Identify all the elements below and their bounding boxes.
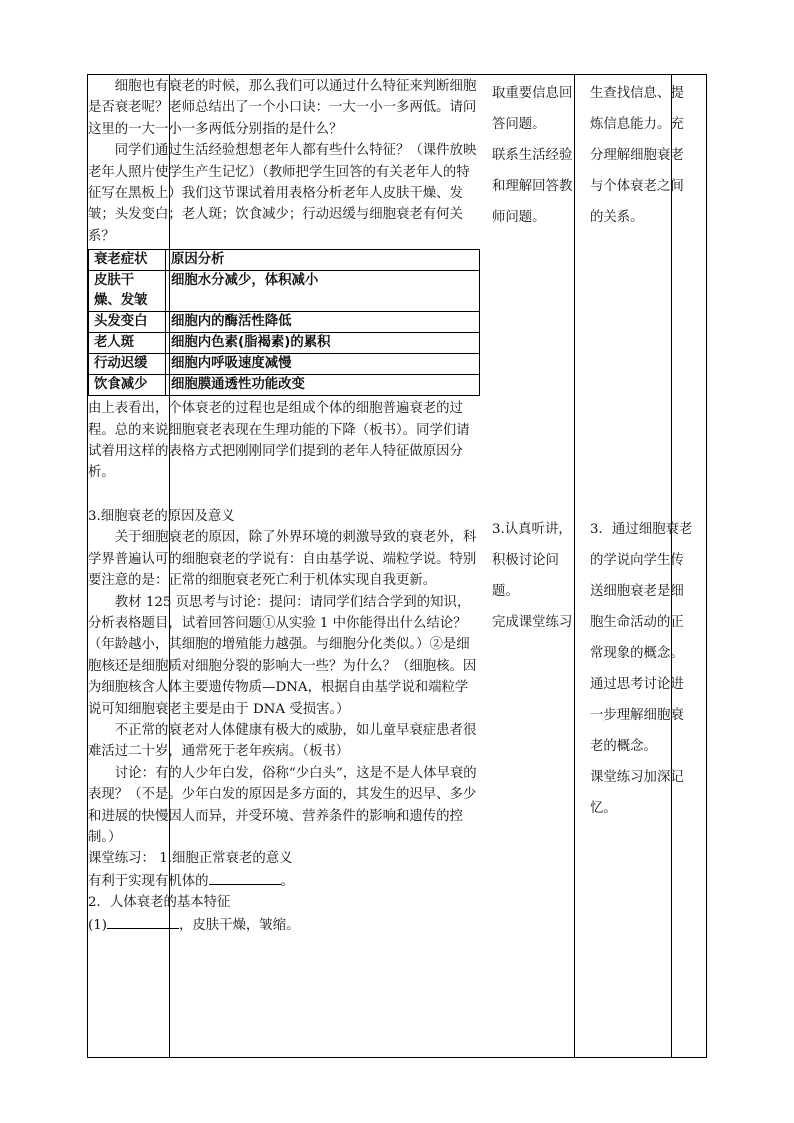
table-row: 老人斑 细胞内色素(脂褐素)的累积 <box>89 333 480 354</box>
table-row: 行动迟缓 细胞内呼吸速度减慢 <box>89 354 480 375</box>
exercise-2: 2．人体衰老的基本特征 <box>88 895 231 911</box>
section-heading: 3.细胞衰老的原因及意义 <box>88 508 235 524</box>
paragraph-abnormal-aging: 不正常的衰老对人体健康有极大的威胁，如儿童早衰症患者很难活过二十岁，通常死于老年疾病。（板书） <box>88 722 477 760</box>
answer-blank[interactable] <box>107 914 179 929</box>
answer-blank[interactable] <box>209 870 281 885</box>
paragraph-elderly-features: 同学们通过生活经验想想老年人都有些什么特征？（课件放映老年人照片使学生产生记忆）（教师把学生回答的有关老年人的特征写在黑板上）我们这节课试着用表格分析老年人皮肤干燥、发皱；头发变白；老人斑；饮食减少；行动迟缓与细胞衰老有何关系？ <box>88 143 477 244</box>
table-row: 饮食减少 细胞膜通透性功能改变 <box>89 375 480 396</box>
paragraph-intro: 细胞也有衰老的时候，那么我们可以通过什么特征来判断细胞是否衰老呢？老师总结出了一个小口诀：一大一小一多两低。请问这里的一大一小一多两低分别指的是什么？ <box>88 79 477 137</box>
exercise-1: 课堂练习： 1.细胞正常衰老的意义 <box>88 851 293 867</box>
paragraph-white-hair: 讨论：有的人少年白发，俗称“少白头”，这是不是人体早衰的表现？（不是。少年白发的原因是多方面的，其发生的迟早、多少和进展的快慢因人而异，并受环境、营养条件的影响和遗传的控制。） <box>88 765 477 845</box>
design-intent-mid: 3．通过细胞衰老 的学说向学生传 送细胞衰老是细 胞生命活动的正 常现象的概念。 通过思考讨论进 一步理解细胞衰 老的概念。 课堂练习加深记 忆。 <box>590 522 693 816</box>
table-row: 衰老症状 原因分析 <box>89 250 480 271</box>
paragraph-summary: 由上表看出，个体衰老的过程也是组成个体的细胞普遍衰老的过程。总的来说细胞衰老表现在生理功能的下降（板书）。同学们请试着用这样的表格方式把刚刚同学们提到的老年人特征做原因分析。 <box>88 401 470 481</box>
student-activity-mid: 3.认真听讲， 积极讨论问题。 完成课堂练习 <box>492 522 573 630</box>
exercise-1-blank-line: 有利于实现有机体的 。 <box>88 870 480 892</box>
table-row: 皮肤干燥、发皱 细胞水分减少，体积减小 <box>89 271 480 312</box>
paragraph-causes: 关于细胞衰老的原因，除了外界环境的刺激导致的衰老外，科学界普遍认可的细胞衰老的学说有：自由基学说、端粒学说。特别要注意的是：正常的细胞衰老死亡利于机体实现自我更新。 <box>88 530 477 589</box>
student-activity-top: 取重要信息回 答问题。 联系生活经验 和理解回答教 师问题。 <box>492 86 573 225</box>
exercise-2-blank-line: (1) ，皮肤干燥，皱缩。 <box>88 914 480 936</box>
paragraph-discussion: 教材 125 页思考与讨论：提问：请同学们结合学到的知识，分析表格题目，试着回答问题①从实验 1 中你能得出什么结论？（年龄越小，其细胞的增殖能力越强。与细胞分化类似。）②是细胞核还是细胞质对细胞分裂的影响大一些？为什么？（细胞核。因为细胞核含人体主要遗传物质—DNA，根据自由基学说和端粒学说可知细胞衰老主要是由于 DNA 受损害。） <box>88 594 477 717</box>
design-intent-top: 生查找信息、提 炼信息能力。充 分理解细胞衰老 与个体衰老之间 的关系。 <box>590 86 684 225</box>
aging-analysis-table <box>88 249 480 396</box>
teaching-content <box>88 76 480 936</box>
table-row: 头发变白 细胞内的酶活性降低 <box>89 312 480 333</box>
